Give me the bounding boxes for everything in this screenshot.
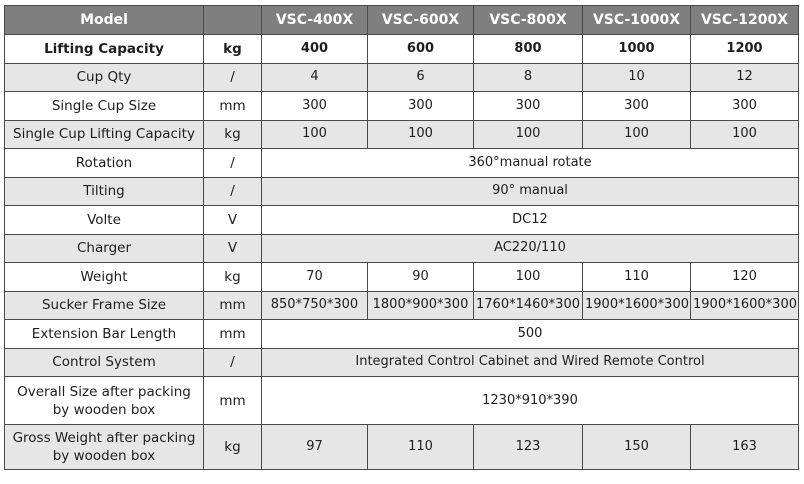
- row-rotation: [5, 149, 799, 178]
- header-model-label: Model: [5, 6, 204, 35]
- cell-value: 100: [474, 263, 583, 292]
- cell-value: 70: [262, 263, 368, 292]
- header-row: [5, 6, 799, 35]
- cell-value: 100: [691, 120, 799, 149]
- merged-value: Integrated Control Cabinet and Wired Remote Control: [262, 348, 799, 377]
- cell-value: 300: [583, 92, 691, 121]
- row-label: Volte: [5, 206, 204, 235]
- row-label: Cup Qty: [5, 63, 204, 92]
- cell-value: 110: [583, 263, 691, 292]
- row-single-cup-lifting-capacity: [5, 120, 799, 149]
- row-unit: V: [204, 234, 262, 263]
- cell-value: 163: [691, 425, 799, 470]
- row-unit: /: [204, 177, 262, 206]
- cell-value: 300: [368, 92, 474, 121]
- cell-value: 150: [583, 425, 691, 470]
- cell-value: 4: [262, 63, 368, 92]
- cell-value: 123: [474, 425, 583, 470]
- row-label: Tilting: [5, 177, 204, 206]
- cell-value: 97: [262, 425, 368, 470]
- cell-value: 90: [368, 263, 474, 292]
- cell-value: 110: [368, 425, 474, 470]
- cell-value: 1200: [691, 35, 799, 64]
- cell-value: 10: [583, 63, 691, 92]
- row-unit: /: [204, 63, 262, 92]
- row-control-system: [5, 348, 799, 377]
- row-unit: mm: [204, 291, 262, 320]
- cell-value: 1800*900*300: [368, 291, 474, 320]
- row-weight: [5, 263, 799, 292]
- cell-value: 400: [262, 35, 368, 64]
- row-label: Rotation: [5, 149, 204, 178]
- cell-value: 1760*1460*300: [474, 291, 583, 320]
- merged-value: 500: [262, 320, 799, 349]
- header-model-5: VSC-1200X: [691, 6, 799, 35]
- row-label: Lifting Capacity: [5, 35, 204, 64]
- row-tilting: [5, 177, 799, 206]
- cell-value: 300: [474, 92, 583, 121]
- merged-value: 360°manual rotate: [262, 149, 799, 178]
- merged-value: DC12: [262, 206, 799, 235]
- row-label: Single Cup Lifting Capacity: [5, 120, 204, 149]
- row-unit: /: [204, 149, 262, 178]
- merged-value: AC220/110: [262, 234, 799, 263]
- header-model-4: VSC-1000X: [583, 6, 691, 35]
- cell-value: 8: [474, 63, 583, 92]
- row-unit: V: [204, 206, 262, 235]
- cell-value: 100: [583, 120, 691, 149]
- cell-value: 120: [691, 263, 799, 292]
- row-label: Overall Size after packing by wooden box: [5, 377, 204, 425]
- row-label: Gross Weight after packing by wooden box: [5, 425, 204, 470]
- row-sucker-frame-size: [5, 291, 799, 320]
- cell-value: 1000: [583, 35, 691, 64]
- row-unit: kg: [204, 425, 262, 470]
- row-overall-size: [5, 377, 799, 425]
- cell-value: 100: [262, 120, 368, 149]
- row-label: Control System: [5, 348, 204, 377]
- row-label: Single Cup Size: [5, 92, 204, 121]
- row-extension-bar-length: [5, 320, 799, 349]
- cell-value: 12: [691, 63, 799, 92]
- row-unit: /: [204, 348, 262, 377]
- row-unit: mm: [204, 92, 262, 121]
- merged-value: 90° manual: [262, 177, 799, 206]
- cell-value: 300: [262, 92, 368, 121]
- cell-value: 600: [368, 35, 474, 64]
- row-single-cup-size: [5, 92, 799, 121]
- row-charger: [5, 234, 799, 263]
- row-lifting-capacity: [5, 35, 799, 64]
- row-label: Charger: [5, 234, 204, 263]
- cell-value: 850*750*300: [262, 291, 368, 320]
- row-unit: mm: [204, 320, 262, 349]
- row-unit: kg: [204, 120, 262, 149]
- cell-value: 800: [474, 35, 583, 64]
- row-gross-weight: [5, 425, 799, 470]
- row-label: Extension Bar Length: [5, 320, 204, 349]
- row-label: Sucker Frame Size: [5, 291, 204, 320]
- cell-value: 100: [368, 120, 474, 149]
- row-unit: mm: [204, 377, 262, 425]
- merged-value: 1230*910*390: [262, 377, 799, 425]
- row-unit: kg: [204, 35, 262, 64]
- header-unit-label: [204, 6, 262, 35]
- cell-value: 1900*1600*300: [691, 291, 799, 320]
- row-cup-qty: [5, 63, 799, 92]
- row-label: Weight: [5, 263, 204, 292]
- header-model-3: VSC-800X: [474, 6, 583, 35]
- cell-value: 100: [474, 120, 583, 149]
- cell-value: 1900*1600*300: [583, 291, 691, 320]
- cell-value: 300: [691, 92, 799, 121]
- row-volte: [5, 206, 799, 235]
- header-model-1: VSC-400X: [262, 6, 368, 35]
- row-unit: kg: [204, 263, 262, 292]
- spec-table: [4, 5, 799, 470]
- cell-value: 6: [368, 63, 474, 92]
- header-model-2: VSC-600X: [368, 6, 474, 35]
